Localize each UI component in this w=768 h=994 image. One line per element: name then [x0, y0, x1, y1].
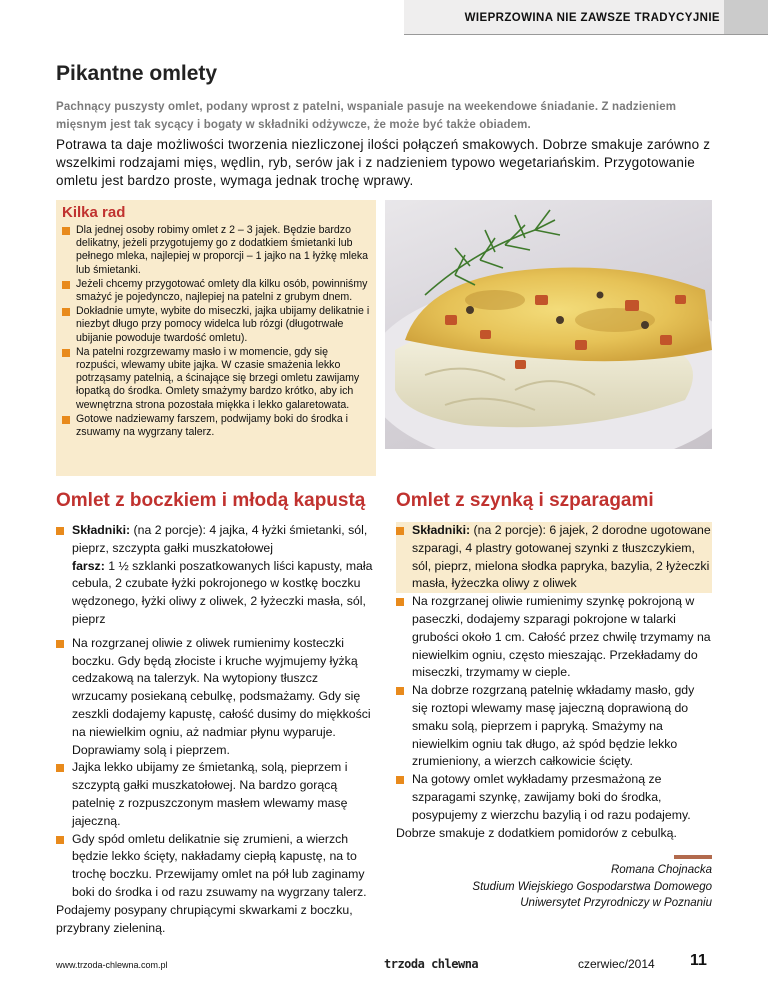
bullet-square-icon — [56, 527, 64, 535]
recipe1-body — [56, 522, 376, 937]
bullet-square-icon — [56, 836, 64, 844]
bullet-square-icon — [396, 776, 404, 784]
bullet-square-icon — [396, 598, 404, 606]
recipe1-closing: Podajemy posypany chrupiącymi skwarkami z boczku, przybrany zieleniną. — [56, 902, 353, 935]
tips-list — [62, 224, 370, 440]
recipe2-title: Omlet z szynką i szparagami — [396, 490, 654, 511]
bullet-square-icon — [62, 416, 70, 424]
bullet-square-icon — [62, 349, 70, 357]
recipe2-step: Na gotowy omlet wykładamy przesmażoną ze szparagami szynkę, zawijamy boki do środka, posypujemy z wierzchu bazylią i od razu podajemy. — [396, 771, 712, 824]
section-header-tab — [724, 0, 768, 35]
recipe2-closing: Dobrze smakuje z dodatkiem pomidorów z cebulką. — [396, 825, 677, 840]
recipe1-step: Gdy spód omletu delikatnie się zrumieni, a wierzch będzie lekko ścięty, nakładamy ciepłą kapustę, na to trochę boczku. Przewijamy omlet na pół lub zaginamy boki do środka i od razu zsuwamy na wygrzany talerz. — [56, 831, 376, 902]
article-title: Pikantne omlety — [56, 62, 218, 85]
recipe2-body — [396, 522, 712, 842]
author-university: Uniwersytet Przyrodniczy w Poznaniu — [520, 897, 712, 909]
bullet-square-icon — [396, 527, 404, 535]
bullet-square-icon — [56, 764, 64, 772]
tips-box — [56, 200, 376, 476]
tip-item: Dla jednej osoby robimy omlet z 2 – 3 jajek. Będzie bardzo delikatny, jeżeli przygotujemy go z dodatkiem śmietanki lub pełnego mleka, najlepiej w proporcji – 1 jajko na 1 łyżkę mleka lub śmietanki. — [62, 224, 370, 277]
signature-divider — [674, 855, 712, 859]
page-number: 11 — [690, 952, 707, 969]
recipe1-step: Na rozgrzanej oliwie z oliwek rumienimy kosteczki boczku. Gdy będą złociste i kruche wyjmujemy łyżką cedzakową na talerzyk. Na wytopiony tłuszcz wrzucamy posiekaną cebulkę, podsmażamy. Gdy się zeszkli dodajemy kapustę, całość dusimy do miękkości na niewielkim ogniu, aż nadmiar płynu wyparuje. Doprawiamy solą i pieprzem. — [56, 635, 376, 760]
recipe1-step: Jajka lekko ubijamy ze śmietanką, solą, pieprzem i szczyptą gałki muszkatołowej. Na bardzo gorącą patelnię z rozpuszczonym masłem wlewamy masę jajeczną. — [56, 759, 376, 830]
omelette-illustration — [385, 200, 712, 449]
tips-title: Kilka rad — [62, 204, 126, 221]
tip-item: Dokładnie umyte, wybite do miseczki, jajka ubijamy delikatnie i niezbyt długo przy pomocy widelca lub rózgi (długotrwałe ubijanie powoduje twardość omletu). — [62, 305, 370, 345]
bullet-square-icon — [62, 308, 70, 316]
omelette-photo — [385, 200, 712, 449]
recipe2-step: Na dobrze rozgrzaną patelnię wkładamy masło, gdy się roztopi wlewamy masę jajeczną doprawioną do smaku solą, pieprzem i papryką. Smażymy na niewielkim ogniu tak długo, aż spód będzie lekko zrumieniony, a wierzch całkowicie ścięty. — [396, 682, 712, 771]
recipe2-step: Na rozgrzanej oliwie rumienimy szynkę pokrojoną w paseczki, dodajemy szparagi pokrojone w talarki grubości około 1 cm. Całość przez chwilę trzymamy na niewielkim ogniu, często mieszając. Przekładamy do miseczki, trzymamy w cieple. — [396, 593, 712, 682]
tip-item: Jeżeli chcemy przygotować omlety dla kilku osób, powinniśmy smażyć je pojedynczo, najlepiej na patelni z grubym dnem. — [62, 278, 370, 304]
bullet-square-icon — [62, 281, 70, 289]
magazine-logo: trzoda chlewna — [384, 957, 479, 971]
issue-date: czerwiec/2014 — [578, 957, 655, 971]
author-name: Romana Chojnacka — [610, 864, 712, 876]
article-intro: Potrawa ta daje możliwości tworzenia niezliczonej ilości połączeń smakowych. Dobrze smakuje zarówno z wszelkimi rodzajami mięs, wędlin, ryb, serów jak i z nadzieniem typowo wegetariańskim. Przygotowanie omletu jest bardzo proste, wymaga jednak trochę wprawy. — [56, 137, 711, 188]
footer-url-link[interactable]: www.trzoda-chlewna.com.pl — [56, 960, 168, 970]
author-unit: Studium Wiejskiego Gospodarstwa Domowego — [472, 880, 712, 893]
article-lead: Pachnący puszysty omlet, podany wprost z patelni, wspaniale pasuje na weekendowe śniadanie. Z nadzieniem mięsnym jest tak sycący i bogaty w składniki odżywcze, że może być także obiadem. — [56, 101, 677, 131]
bullet-square-icon — [396, 687, 404, 695]
section-header-rule — [404, 34, 768, 35]
recipe2-ingredients: Składniki: (na 2 porcje): 6 jajek, 2 dorodne ugotowane szparagi, 4 plastry gotowanej szynki z tłuszczykiem, sól, pieprz, mielona słodka papryka, bazylia, 2 łyżeczki masła, łyżeczka oliwy z oliwek — [396, 522, 712, 593]
tip-item: Gotowe nadziewamy farszem, podwijamy boki do środka i zsuwamy na wygrzany talerz. — [62, 413, 370, 439]
tip-item: Na patelni rozgrzewamy masło i w momencie, gdy się rozpuści, wlewamy ubite jajka. W czasie smażenia lekko potrząsamy patelnią, a ścinające się brzegi omletu zawijamy łopatką do środka. Omlety smażymy bardzo krótko, aby ich wewnętrzna strona pozostała miękka i lekko galaretowata. — [62, 346, 370, 412]
author-signature — [472, 862, 712, 912]
recipe1-title: Omlet z boczkiem i młodą kapustą — [56, 490, 366, 511]
bullet-square-icon — [62, 227, 70, 235]
section-label: WIEPRZOWINA NIE ZAWSZE TRADYCYJNIE — [464, 12, 720, 24]
recipe1-ingredients: Składniki: (na 2 porcje): 4 jajka, 4 łyżki śmietanki, sól, pieprz, szczypta gałki muszkatołowej farsz: 1 ½ szklanki poszatkowanych liści kapusty, mała cebula, 2 czubate łyżki pokrojonego w kostkę boczku wędzonego, łyżki oliwy z oliwek, 2 łyżeczki masła, sól, pieprz — [56, 522, 376, 629]
bullet-square-icon — [56, 640, 64, 648]
